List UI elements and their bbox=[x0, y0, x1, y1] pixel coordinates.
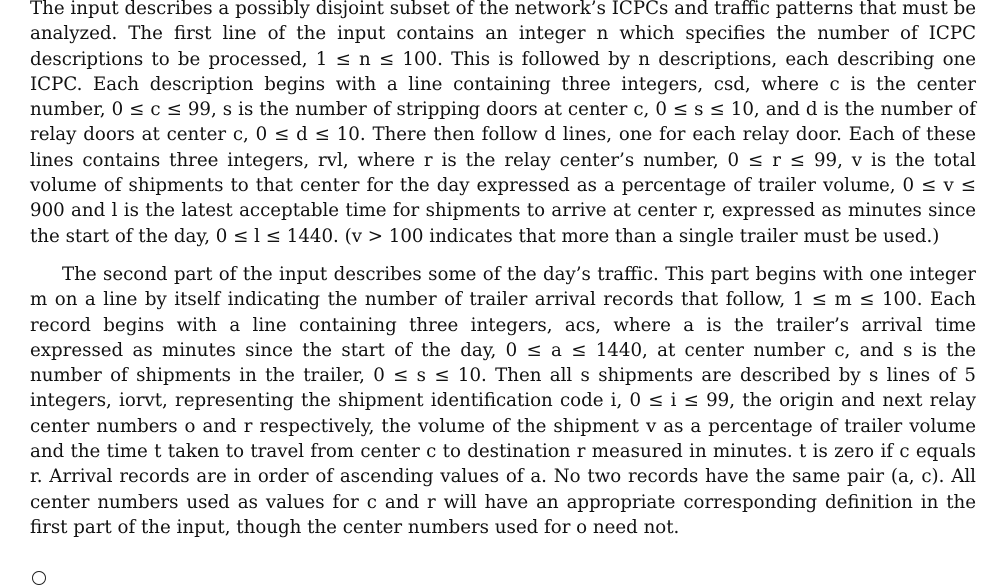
input-part-one-paragraph: The input describes a possibly disjoint subset of the network’s ICPCs and traffic patterns that must be analyzed. The first line of the input contains an integer n which specifies the number of ICPC descriptions to be processed, 1 ≤ n ≤ 100. This is followed by n descriptions, each describing one ICPC. Each description begins with a line containing three integers, csd, where c is the center number, 0 ≤ c ≤ 99, s is the number of stripping doors at center c, 0 ≤ s ≤ 10, and d is the number of relay doors at center c, 0 ≤ d ≤ 10. There then follow d lines, one for each relay door. Each of these lines contains three integers, rvl, where r is the relay center’s number, 0 ≤ r ≤ 99, v is the total volume of shipments to that center for the day expressed as a percentage of trailer volume, 0 ≤ v ≤ 900 and l is the latest acceptable time for shipments to arrive at center r, expressed as minutes since the start of the day, 0 ≤ l ≤ 1440. (v > 100 indicates that more than a single trailer must be used.) bbox=[30, 0, 976, 247]
cut-off-glyph bbox=[32, 571, 46, 585]
document-body bbox=[30, 0, 976, 540]
input-part-two-paragraph: The second part of the input describes some of the day’s traffic. This part begins with one integer m on a line by itself indicating the number of trailer arrival records that follow, 1 ≤ m ≤ 100. Each record begins with a line containing three integers, acs, where a is the trailer’s arrival time expressed as minutes since the start of the day, 0 ≤ a ≤ 1440, at center number c, and s is the number of shipments in the trailer, 0 ≤ s ≤ 10. Then all s shipments are described by s lines of 5 integers, iorvt, representing the shipment identification code i, 0 ≤ i ≤ 99, the origin and next relay center numbers o and r respectively, the volume of the shipment v as a percentage of trailer volume and the time t taken to travel from center c to destination r measured in minutes. t is zero if c equals r. Arrival records are in order of ascending values of a. No two records have the same pair (a, c). All center numbers used as values for c and r will have an appropriate corresponding definition in the first part of the input, though the center numbers used for o need not. bbox=[30, 263, 976, 538]
